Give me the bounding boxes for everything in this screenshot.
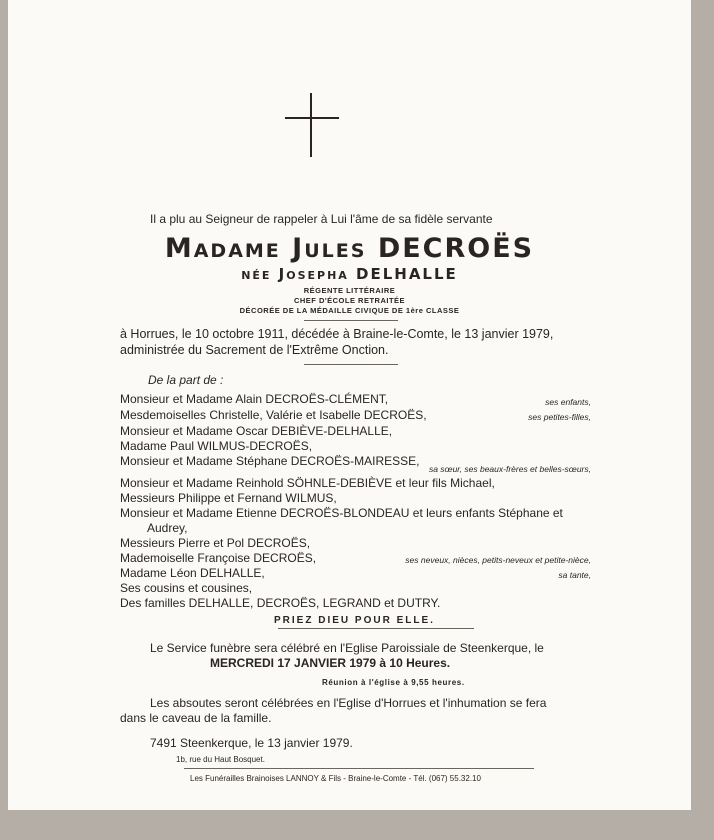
family-line: Monsieur et Madame Alain DECROËS-CLÉMENT,	[120, 392, 389, 406]
prayer-text: PRIEZ DIEU POUR ELLE.	[274, 615, 435, 626]
place-date: 7491 Steenkerque, le 13 janvier 1979.	[150, 736, 353, 750]
family-note: ses neveux, nièces, petits-neveux et petite-nièce,	[405, 555, 591, 565]
funeral-home: Les Funérailles Brainoises LANNOY & Fils - Braine-le-Comte - Tél. (067) 55.32.10	[190, 774, 481, 783]
divider	[304, 320, 398, 321]
divider	[304, 364, 398, 365]
birth-line: à Horrues, le 10 octobre 1911, décédée à Braine-le-Comte, le 13 janvier 1979,	[120, 327, 554, 341]
reunion-text: Réunion à l'église à 9,55 heures.	[322, 678, 465, 687]
service-date: MERCREDI 17 JANVIER 1979 à 10 Heures.	[210, 656, 451, 670]
intro-text: Il a plu au Seigneur de rappeler à Lui l'âme de sa fidèle servante	[150, 212, 493, 226]
family-line: Ses cousins et cousines,	[120, 581, 253, 595]
family-line: Des familles DELHALLE, DECROËS, LEGRAND et DUTRY.	[120, 596, 441, 610]
family-note: sa sœur, ses beaux-frères et belles-sœurs,	[428, 464, 591, 474]
title-line-1: RÉGENTE LITTÉRAIRE	[303, 286, 396, 295]
title-line-3: DÉCORÉE DE LA MÉDAILLE CIVIQUE DE 1ère CLASSE	[239, 306, 460, 315]
cross-icon-bar	[285, 117, 339, 119]
family-line: Monsieur et Madame Stéphane DECROËS-MAIRESSE,	[120, 454, 420, 468]
cross-icon	[310, 93, 312, 157]
family-line: Madame Paul WILMUS-DECROËS,	[120, 439, 313, 453]
address: 1b, rue du Haut Bosquet.	[176, 755, 265, 764]
family-line: Audrey,	[147, 521, 188, 535]
family-line: Madame Léon DELHALLE,	[120, 566, 265, 580]
absoutes-line: dans le caveau de la famille.	[120, 711, 272, 725]
family-line: Monsieur et Madame Etienne DECROËS-BLONDEAU et leurs enfants Stéphane et	[120, 506, 563, 520]
family-line: Mesdemoiselles Christelle, Valérie et Isabelle DECROËS,	[120, 408, 427, 422]
family-note: ses enfants,	[545, 397, 591, 407]
divider	[278, 628, 474, 629]
family-note: ses petites-filles,	[528, 412, 591, 422]
family-line: Messieurs Philippe et Fernand WILMUS,	[120, 491, 337, 505]
absoutes-line: Les absoutes seront célébrées en l'Eglise d'Horrues et l'inhumation se fera	[150, 696, 547, 710]
deceased-name: Madame Jules DECROËS	[164, 233, 535, 264]
family-line: Monsieur et Madame Reinhold SÖHNLE-DEBIÈVE et leur fils Michael,	[120, 476, 495, 490]
maiden-name: née Josepha DELHALLE	[241, 265, 458, 283]
family-line: Messieurs Pierre et Pol DECROËS,	[120, 536, 311, 550]
family-line: Mademoiselle Françoise DECROËS,	[120, 551, 317, 565]
divider	[184, 768, 534, 769]
family-line: Monsieur et Madame Oscar DEBIÈVE-DELHALLE,	[120, 424, 393, 438]
service-line: Le Service funèbre sera célébré en l'Eglise Paroissiale de Steenkerque, le	[150, 641, 544, 655]
de-la-part-label: De la part de :	[148, 373, 224, 387]
family-note: sa tante,	[558, 570, 591, 580]
obituary-card	[8, 0, 691, 810]
sacrament-line: administrée du Sacrement de l'Extrême Onction.	[120, 343, 389, 357]
title-line-2: CHEF D'ÉCOLE RETRAITÉE	[293, 296, 406, 305]
